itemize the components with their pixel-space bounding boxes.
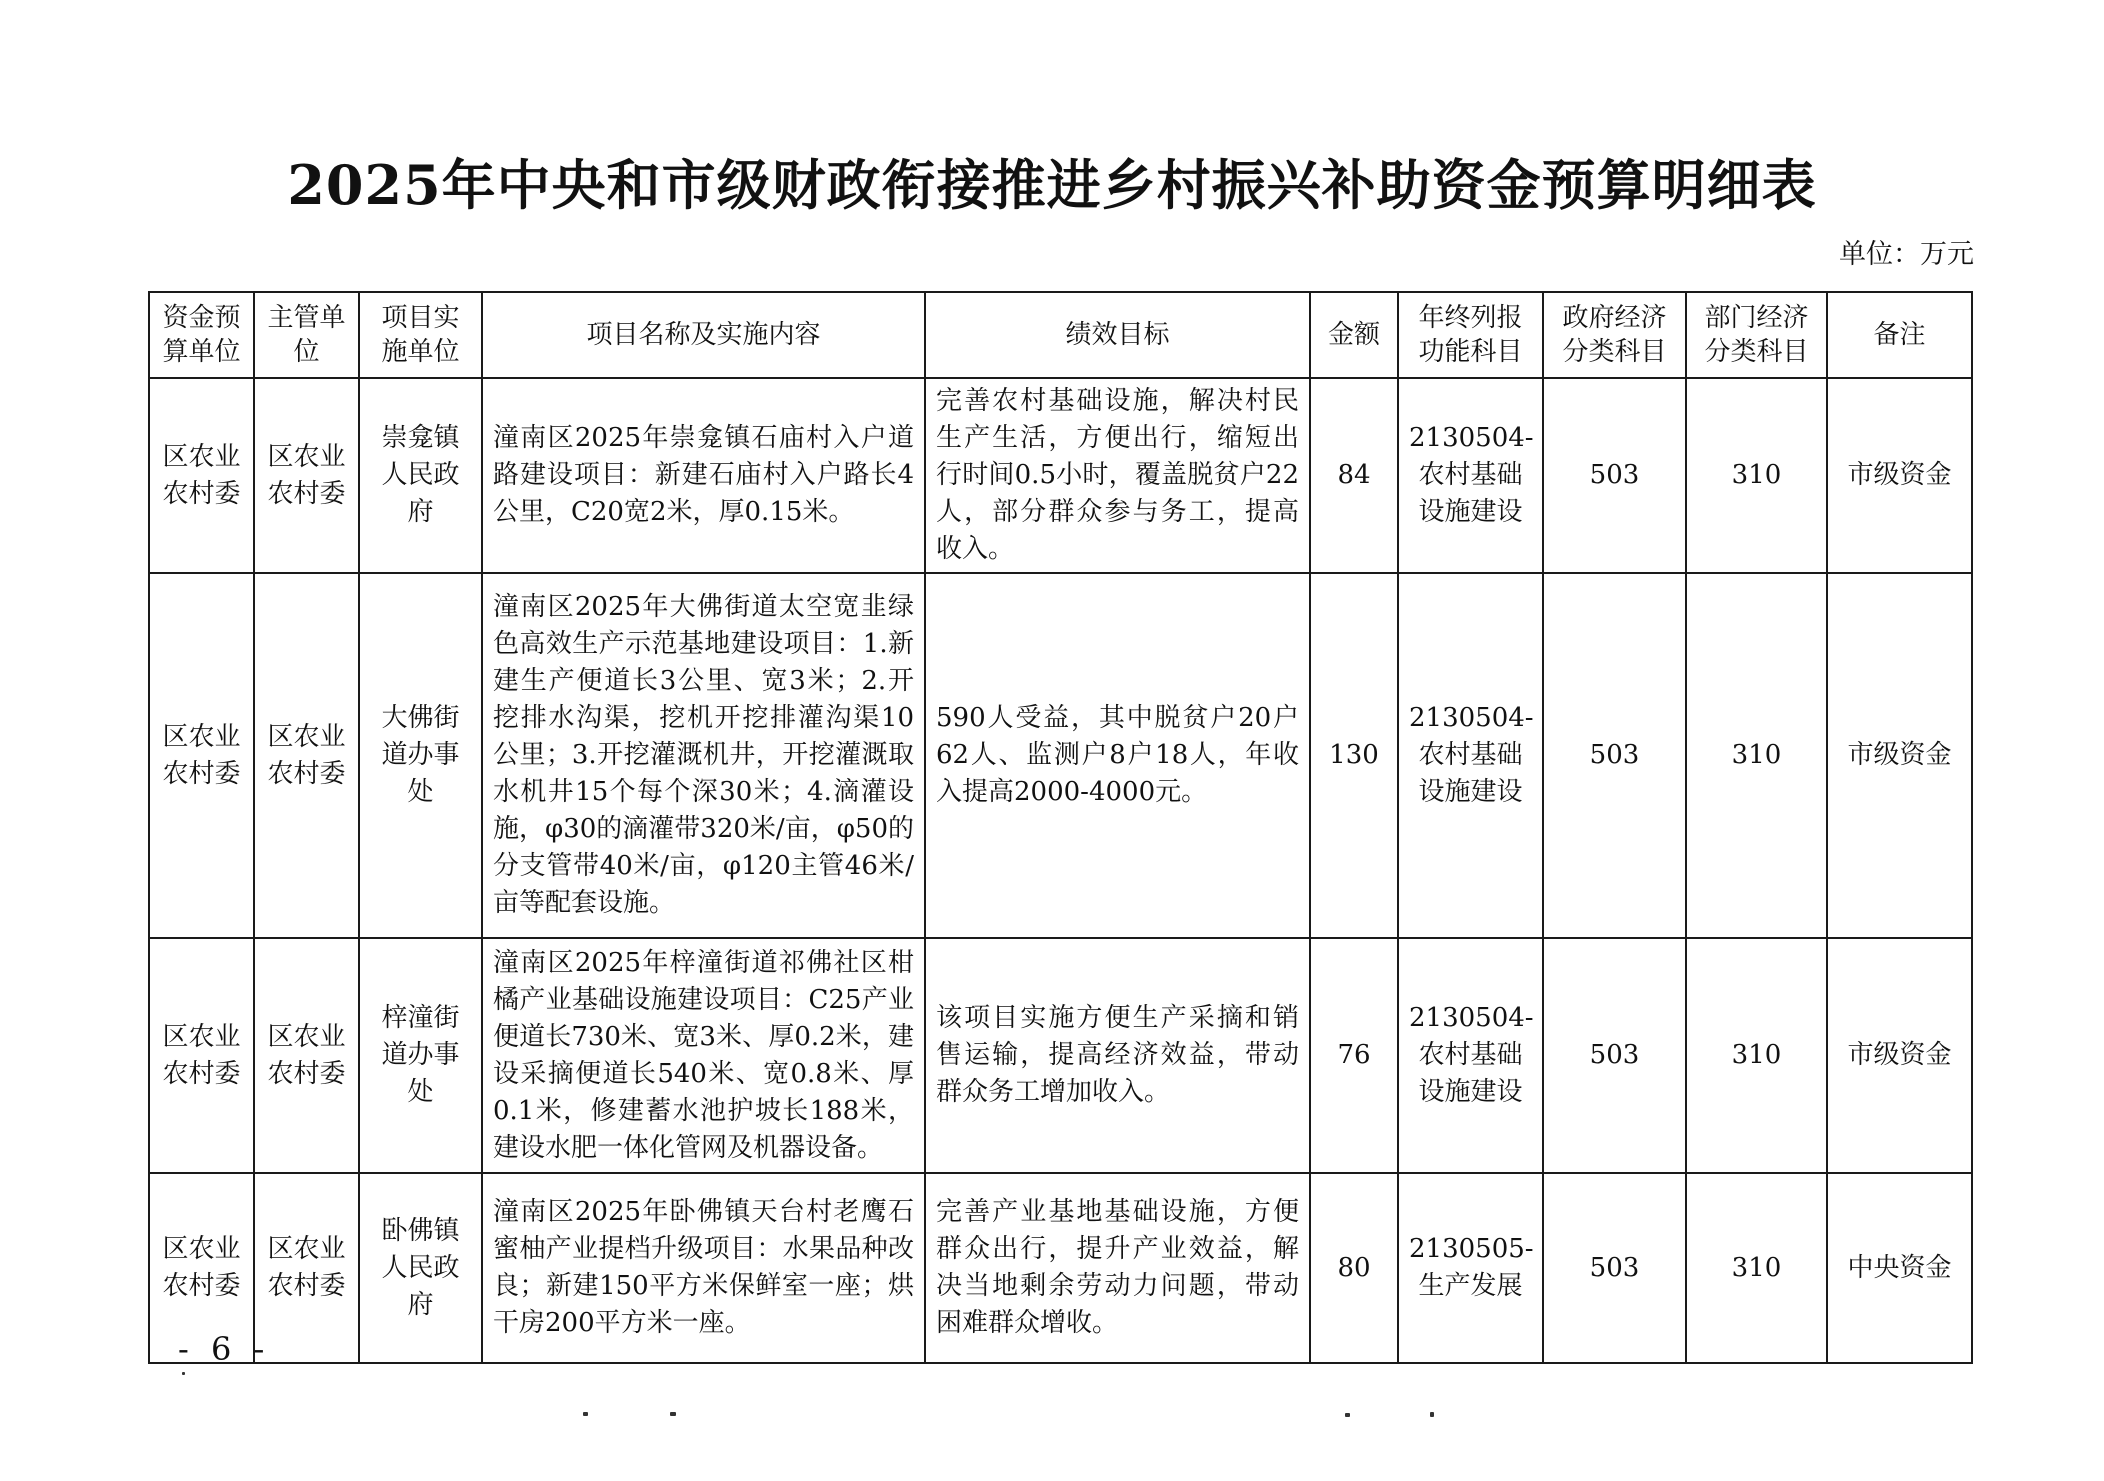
cell-amount: 76 (1310, 938, 1398, 1173)
cell-goal: 590人受益，其中脱贫户20户62人、监测户8户18人，年收入提高2000-4000元。 (925, 573, 1310, 938)
cell-budget-unit: 区农业农村委 (149, 1173, 254, 1363)
scan-speck (1345, 1413, 1350, 1417)
cell-goal: 完善农村基础设施，解决村民生产生活，方便出行，缩短出行时间0.5小时，覆盖脱贫户22人，部分群众参与务工，提高收入。 (925, 378, 1310, 573)
scan-speck (1430, 1412, 1434, 1417)
header-gov-econ: 政府经济分类科目 (1543, 292, 1686, 378)
header-goal: 绩效目标 (925, 292, 1310, 378)
cell-dept-econ: 310 (1686, 378, 1827, 573)
cell-dept-econ: 310 (1686, 938, 1827, 1173)
cell-goal: 该项目实施方便生产采摘和销售运输，提高经济效益，带动群众务工增加收入。 (925, 938, 1310, 1173)
header-supervisor: 主管单位 (254, 292, 359, 378)
page-title: 2025年中央和市级财政衔接推进乡村振兴补助资金预算明细表 (287, 153, 1817, 217)
budget-table (148, 291, 1973, 1364)
cell-amount: 130 (1310, 573, 1398, 938)
cell-gov-econ: 503 (1543, 1173, 1686, 1363)
table-row (149, 378, 1972, 573)
table-row (149, 573, 1972, 938)
cell-supervisor: 区农业农村委 (254, 573, 359, 938)
unit-label: 单位：万元 (1839, 239, 1974, 270)
scan-speck (583, 1412, 588, 1416)
cell-project: 潼南区2025年大佛街道太空宽韭绿色高效生产示范基地建设项目：1.新建生产便道长3公里、宽3米；2.开挖排水沟渠，挖机开挖排灌沟渠10公里；3.开挖灌溉机井，开挖灌溉取水机井15个每个深30米；4.滴灌设施，φ30的滴灌带320米/亩，φ50的分支管带40米/亩，φ120主管46米/亩等配套设施。 (482, 573, 925, 938)
table-row (149, 938, 1972, 1173)
cell-project: 潼南区2025年崇龛镇石庙村入户道路建设项目：新建石庙村入户路长4公里，C20宽2米，厚0.15米。 (482, 378, 925, 573)
cell-supervisor: 区农业农村委 (254, 1173, 359, 1363)
scan-speck (182, 1372, 185, 1375)
cell-project: 潼南区2025年梓潼街道祁佛社区柑橘产业基础设施建设项目：C25产业便道长730米、宽3米、厚0.2米，建设采摘便道长540米、宽0.8米、厚0.1米，修建蓄水池护坡长188米，建设水肥一体化管网及机器设备。 (482, 938, 925, 1173)
cell-budget-unit: 区农业农村委 (149, 378, 254, 573)
cell-gov-econ: 503 (1543, 378, 1686, 573)
cell-gov-econ: 503 (1543, 938, 1686, 1173)
cell-implementer: 崇龛镇人民政府 (359, 378, 482, 573)
cell-dept-econ: 310 (1686, 573, 1827, 938)
cell-implementer: 梓潼街道办事处 (359, 938, 482, 1173)
header-dept-econ: 部门经济分类科目 (1686, 292, 1827, 378)
cell-gov-econ: 503 (1543, 573, 1686, 938)
cell-goal: 完善产业基地基础设施，方便群众出行，提升产业效益，解决当地剩余劳动力问题，带动困难群众增收。 (925, 1173, 1310, 1363)
header-implementer: 项目实施单位 (359, 292, 482, 378)
cell-implementer: 大佛街道办事处 (359, 573, 482, 938)
header-note: 备注 (1827, 292, 1972, 378)
cell-implementer: 卧佛镇人民政府 (359, 1173, 482, 1363)
cell-note: 中央资金 (1827, 1173, 1972, 1363)
table-row (149, 1173, 1972, 1363)
header-budget-unit: 资金预算单位 (149, 292, 254, 378)
cell-function-subject: 2130504-农村基础设施建设 (1398, 378, 1543, 573)
cell-budget-unit: 区农业农村委 (149, 573, 254, 938)
scan-speck (670, 1412, 676, 1416)
cell-supervisor: 区农业农村委 (254, 378, 359, 573)
cell-function-subject: 2130504-农村基础设施建设 (1398, 573, 1543, 938)
cell-note: 市级资金 (1827, 573, 1972, 938)
cell-note: 市级资金 (1827, 938, 1972, 1173)
cell-amount: 80 (1310, 1173, 1398, 1363)
cell-function-subject: 2130505-生产发展 (1398, 1173, 1543, 1363)
table-header-row (149, 292, 1972, 378)
cell-note: 市级资金 (1827, 378, 1972, 573)
cell-dept-econ: 310 (1686, 1173, 1827, 1363)
page-number: - 6 - (178, 1330, 271, 1368)
header-function-subject: 年终列报功能科目 (1398, 292, 1543, 378)
cell-amount: 84 (1310, 378, 1398, 573)
cell-supervisor: 区农业农村委 (254, 938, 359, 1173)
cell-function-subject: 2130504-农村基础设施建设 (1398, 938, 1543, 1173)
header-amount: 金额 (1310, 292, 1398, 378)
cell-project: 潼南区2025年卧佛镇天台村老鹰石蜜柚产业提档升级项目：水果品种改良；新建150平方米保鲜室一座；烘干房200平方米一座。 (482, 1173, 925, 1363)
header-project: 项目名称及实施内容 (482, 292, 925, 378)
cell-budget-unit: 区农业农村委 (149, 938, 254, 1173)
